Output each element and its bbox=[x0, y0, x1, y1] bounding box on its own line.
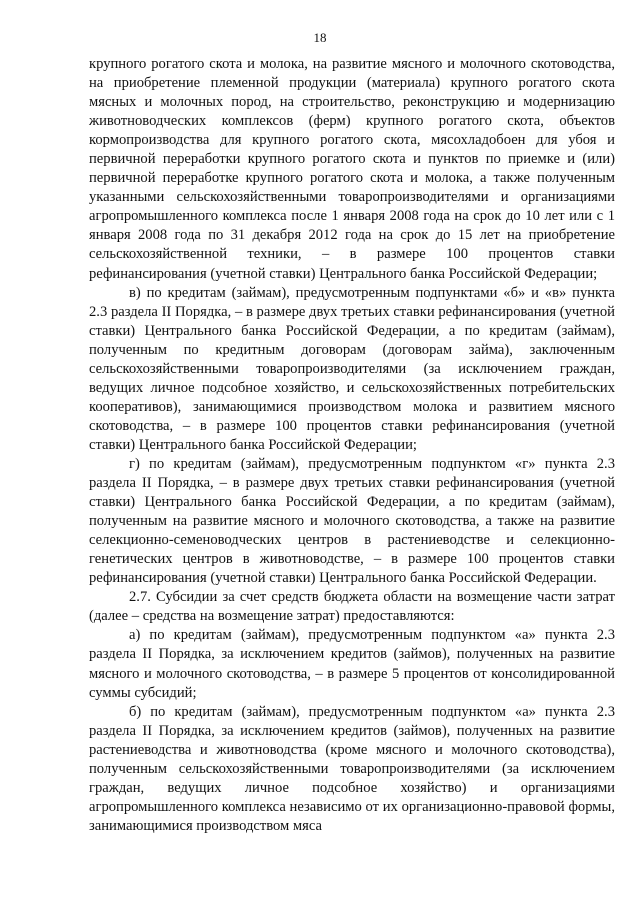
document-body bbox=[89, 55, 615, 836]
paragraph-item-v: в) по кредитам (займам), предусмотренным подпунктами «б» и «в» пункта 2.3 раздела II Порядка, – в размере двух третьих ставки рефинансирования (учетной ставки) Центрального банка Российской Федерации, а по кредитам (займам), полученным по кредитным договорам (договорам займа), заключенным сельскохозяйственными товаропроизводителями (за исключением граждан, ведущих личное подсобное хозяйство, и сельскохозяйственных потребительских кооперативов), занимающимися производством молока и развитием мясного скотоводства, – в размере 100 процентов ставки рефинансирования (учетной ставки) Центрального банка Российской Федерации; bbox=[89, 284, 615, 453]
paragraph-item-b: б) по кредитам (займам), предусмотренным подпунктом «а» пункта 2.3 раздела II Порядка, за исключением кредитов (займов), полученных на развитие растениеводства и животноводства (кроме мясного и молочного скотоводства), полученным сельскохозяйственными товаропроизводителями (за исключением граждан, ведущих личное подсобное хозяйство) и организациями агропромышленного комплекса независимо от их организационно-правовой формы, занимающимися производством мяса bbox=[89, 703, 615, 834]
page-number: 18 bbox=[313, 30, 327, 45]
paragraph-item-a: а) по кредитам (займам), предусмотренным подпунктом «а» пункта 2.3 раздела II Порядка, за исключением кредитов (займов), полученных на развитие мясного и молочного скотоводства, – в размере 5 процентов от консолидированной суммы субсидий; bbox=[89, 627, 615, 701]
paragraph-section-2-7: 2.7. Субсидии за счет средств бюджета области на возмещение части затрат (далее – средства на возмещение затрат) предоставляются: bbox=[89, 589, 615, 625]
paragraph-continuation: крупного рогатого скота и молока, на развитие мясного и молочного скотоводства, на приобретение племенной продукции (материала) крупного рогатого скота мясных и молочных пород, на строительство, реконструкцию и модернизацию животноводческих комплексов (ферм) крупного рогатого скота, объектов кормопроизводства для крупного рогатого скота, мясохладобоен для убоя и первичной переработки крупного рогатого скота и пунктов по приемке и (или) первичной переработке крупного рогатого скота и молока, а также полученным указанными сельскохозяйственными товаропроизводителями и организациями агропромышленного комплекса после 1 января 2008 года на срок до 10 лет или с 1 января 2008 года по 31 декабря 2012 года на срок до 15 лет на приобретение сельскохозяйственной техники, – в размере 100 процентов ставки рефинансирования (учетной ставки) Центрального банка Российской Федерации; bbox=[89, 56, 615, 282]
paragraph-item-g: г) по кредитам (займам), предусмотренным подпунктом «г» пункта 2.3 раздела II Порядка, – в размере двух третьих ставки рефинансирования (учетной ставки) Центрального банка Российской Федерации, а по кредитам (займам), полученным на развитие мясного и молочного скотоводства, а также на развитие селекционно-семеноводческих центров в растениеводстве и селекционно-генетических центров в животноводстве, – в размере 100 процентов ставки рефинансирования (учетной ставки) Центрального банка Российской Федерации. bbox=[89, 455, 615, 587]
